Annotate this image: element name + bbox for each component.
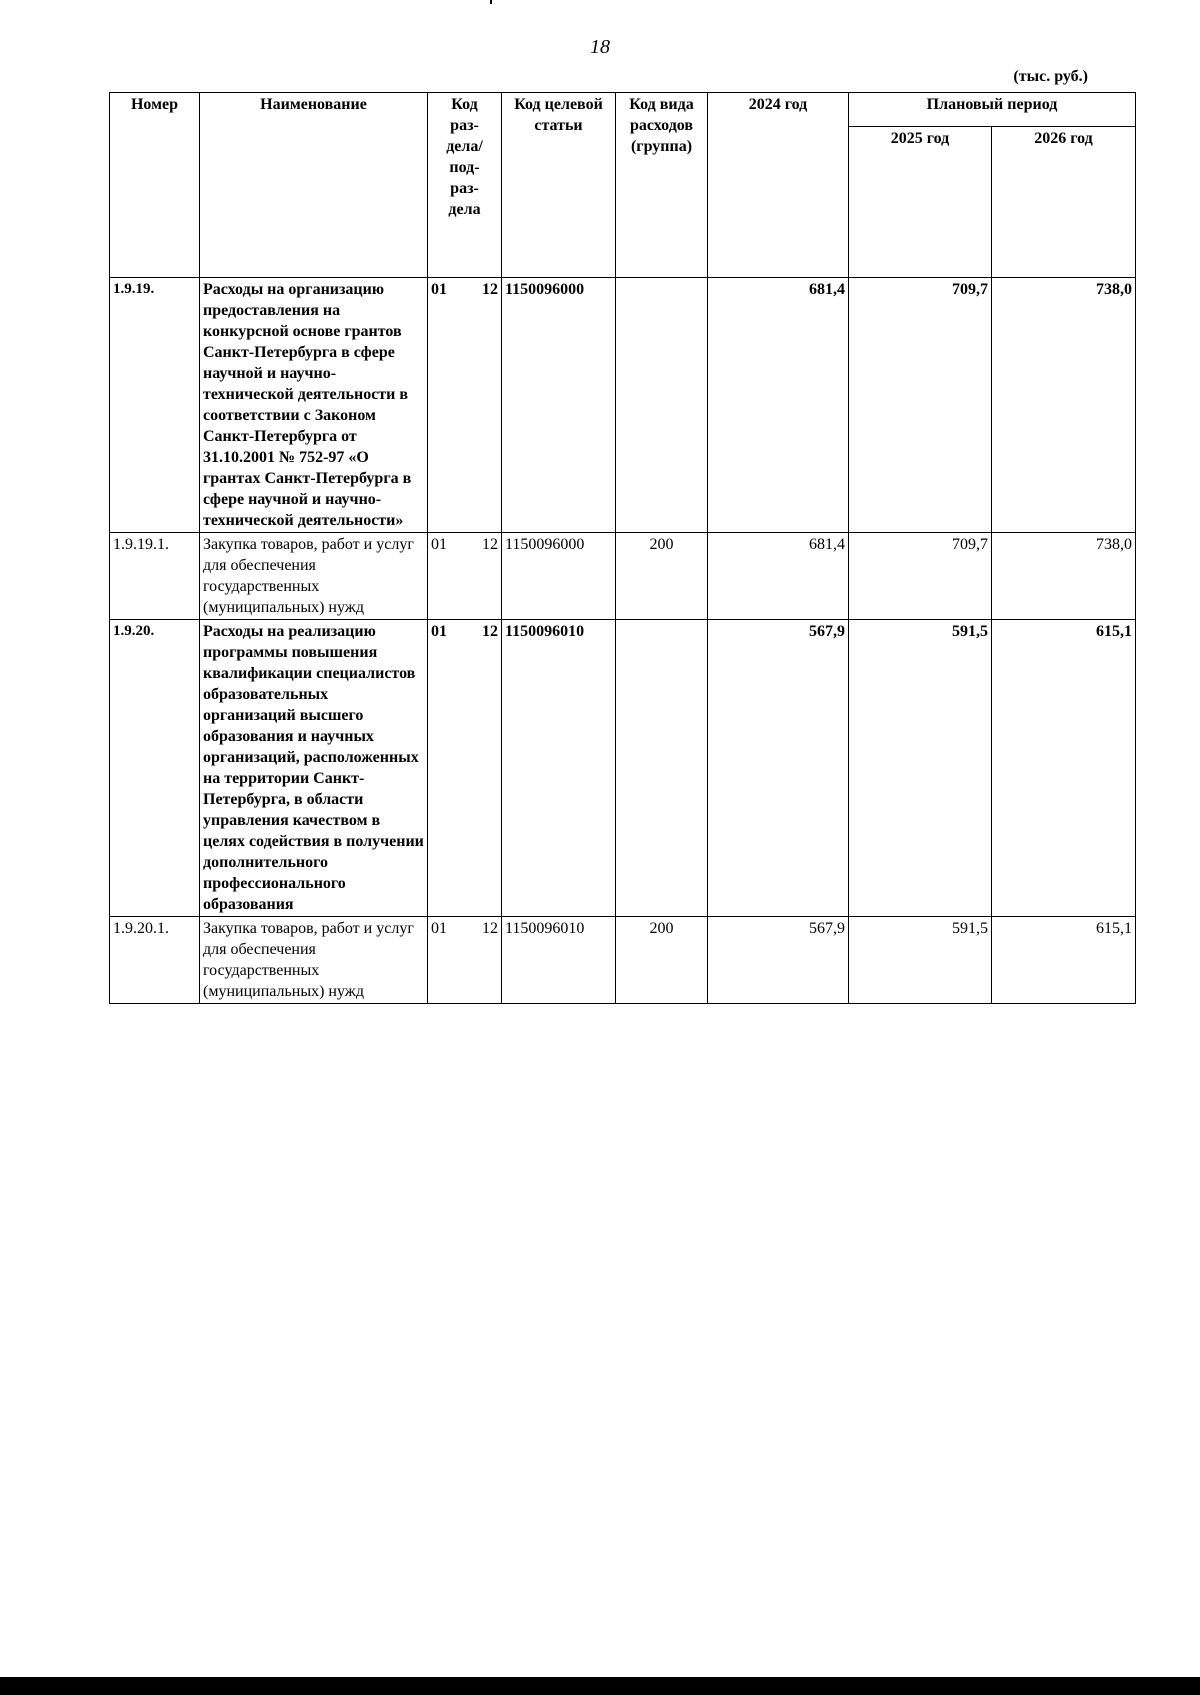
header-number: Номер: [110, 93, 200, 278]
razdel-code: 01: [431, 920, 447, 937]
header-2025: 2025 год: [849, 127, 992, 278]
razdel-code: 01: [431, 536, 447, 553]
row-group: 200: [616, 533, 708, 620]
row-number: 1.9.19.1.: [110, 533, 200, 620]
header-2026: 2026 год: [992, 127, 1136, 278]
row-group: [616, 278, 708, 533]
row-section-code: [428, 533, 502, 620]
row-section-code: [428, 917, 502, 1004]
row-2024: 567,9: [708, 917, 849, 1004]
podrazdel-code: 12: [482, 920, 498, 937]
table-row: [110, 278, 1136, 533]
row-name: Расходы на реализацию программы повышения квалификации специалистов образовательных организаций высшего образования и научных организаций, расположенных на территории Санкт-Петербурга, в области управления качеством в целях содействия в получении дополнительного профессионального образования: [200, 620, 428, 917]
table-row: [110, 620, 1136, 917]
row-number: 1.9.20.1.: [110, 917, 200, 1004]
row-2026: 738,0: [992, 278, 1136, 533]
row-target-code: 1150096000: [502, 278, 616, 533]
header-name: Наименование: [200, 93, 428, 278]
units-label: (тыс. руб.): [1013, 68, 1088, 85]
row-section-code: [428, 620, 502, 917]
scan-border: [0, 1677, 1200, 1695]
row-group: 200: [616, 917, 708, 1004]
razdel-code: 01: [431, 281, 447, 298]
row-group: [616, 620, 708, 917]
row-section-code: [428, 278, 502, 533]
row-2025: 709,7: [849, 278, 992, 533]
row-2026: 738,0: [992, 533, 1136, 620]
header-target-code: Код целевой статьи: [502, 93, 616, 278]
row-number: 1.9.19.: [110, 278, 200, 533]
row-target-code: 1150096010: [502, 620, 616, 917]
header-section-code: Код раз-дела/ под-раз-дела: [428, 93, 502, 278]
row-2026: 615,1: [992, 917, 1136, 1004]
budget-table: [109, 92, 1136, 1004]
row-target-code: 1150096000: [502, 533, 616, 620]
header-expense-type: Код вида расходов (группа): [616, 93, 708, 278]
podrazdel-code: 12: [482, 536, 498, 553]
row-name: Закупка товаров, работ и услуг для обеспечения государственных (муниципальных) нужд: [200, 533, 428, 620]
scan-mark: [490, 0, 492, 4]
table-row: [110, 533, 1136, 620]
row-2025: 591,5: [849, 917, 992, 1004]
podrazdel-code: 12: [482, 623, 498, 640]
header-plan-period: Плановый период: [849, 93, 1136, 127]
row-name: Расходы на организацию предоставления на конкурсной основе грантов Санкт-Петербурга в сфере научной и научно-технической деятельности в соответствии с Законом Санкт-Петербурга от 31.10.2001 № 752-97 «О грантах Санкт-Петербурга в сфере научной и научно-технической деятельности»: [200, 278, 428, 533]
row-2026: 615,1: [992, 620, 1136, 917]
podrazdel-code: 12: [482, 281, 498, 298]
row-2025: 709,7: [849, 533, 992, 620]
row-number: 1.9.20.: [110, 620, 200, 917]
row-2025: 591,5: [849, 620, 992, 917]
page-number: 18: [590, 36, 610, 58]
row-2024: 681,4: [708, 278, 849, 533]
table-row: [110, 917, 1136, 1004]
row-2024: 567,9: [708, 620, 849, 917]
row-name: Закупка товаров, работ и услуг для обеспечения государственных (муниципальных) нужд: [200, 917, 428, 1004]
razdel-code: 01: [431, 623, 447, 640]
row-2024: 681,4: [708, 533, 849, 620]
row-target-code: 1150096010: [502, 917, 616, 1004]
header-2024: 2024 год: [708, 93, 849, 278]
